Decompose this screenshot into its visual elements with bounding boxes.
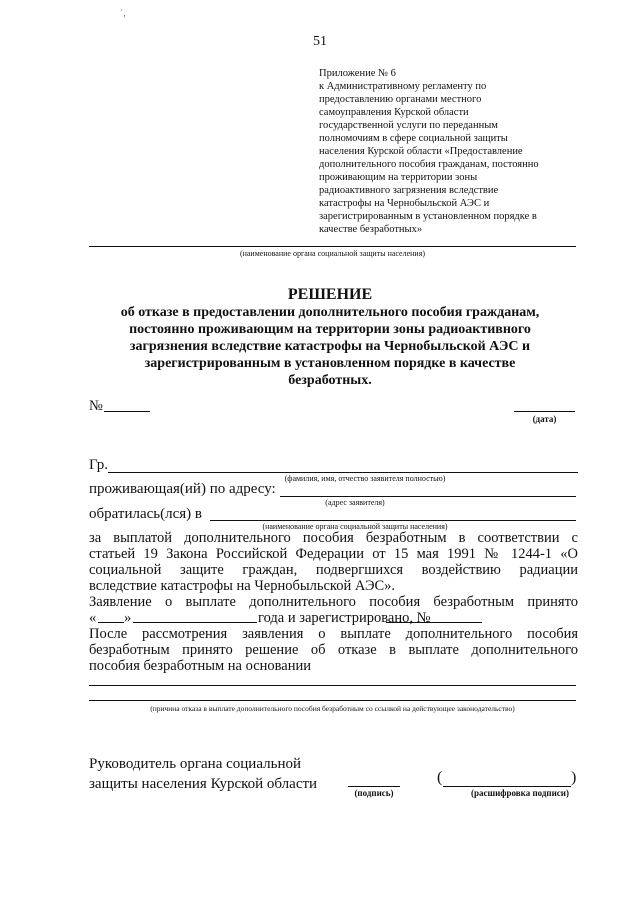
address-label: проживающая(ий) по адресу: — [89, 481, 276, 497]
appendix-line: качестве безработных» — [319, 224, 423, 235]
decision-heading — [95, 286, 565, 389]
address-field[interactable] — [280, 496, 576, 497]
citizen-label: Гр. — [89, 457, 108, 473]
decode-open-paren: ( — [437, 769, 443, 786]
decision-title: РЕШЕНИЕ — [287, 286, 373, 303]
appendix-line: к Административному регламенту по — [319, 81, 487, 92]
date-field[interactable] — [514, 411, 575, 412]
paragraph-line: пособия безработным на основании — [89, 658, 312, 674]
signatory-line: Руководитель органа социальной — [89, 756, 301, 772]
decision-subtitle-line: постоянно проживающим на территории зоны радиоактивного — [129, 322, 531, 337]
appendix-line: катастрофы на Чернобыльской АЭС и — [319, 198, 490, 209]
date-caption: (дата) — [532, 414, 557, 424]
paragraph-line: После рассмотрения заявления о выплате дополнительного пособия — [89, 626, 578, 642]
signature-decode-field[interactable] — [443, 786, 571, 787]
applied-label: обратилась(лся) в — [89, 506, 202, 522]
citizen-name-field[interactable] — [108, 472, 578, 473]
decision-subtitle-line: загрязнения вследствие катастрофы на Чернобыльской АЭС и — [129, 339, 531, 354]
decision-subtitle-line: безработных. — [288, 373, 372, 388]
appendix-line: дополнительного пособия гражданам, постоянно — [319, 159, 539, 170]
appendix-line: государственной услуги по переданным — [319, 120, 498, 131]
applied-organ-caption: (наименование органа социальной защиты населения) — [262, 522, 448, 531]
statement-day-field[interactable] — [98, 622, 124, 623]
signatory-title — [89, 754, 317, 794]
signature-field[interactable] — [348, 786, 400, 787]
statement-year-text: года и зарегистрировано, № — [258, 610, 431, 626]
paragraph-line: статьей 19 Закона Российской Федерации от 15 мая 1991 № 1244-1 «О — [89, 546, 578, 562]
appendix-line: населения Курской области «Предоставление — [319, 146, 523, 157]
appendix-line: радиоактивного загрязнения вследствие — [319, 185, 499, 196]
paragraph-line: социальной защите граждан, подвергшихся воздействию радиации — [89, 562, 578, 578]
address-caption: (адрес заявителя) — [325, 498, 385, 507]
reason-caption: (причина отказа в выплате дополнительного пособия безработным со ссылкой на действующее законодательство) — [150, 704, 515, 713]
appendix-line: проживающим на территории зоны — [319, 172, 478, 183]
statement-close-quote: » — [124, 610, 132, 626]
appendix-line: самоуправления Курской области — [319, 107, 469, 118]
number-field[interactable] — [104, 411, 150, 412]
appendix-title: Приложение № 6 — [319, 68, 396, 79]
reason-field-2[interactable] — [89, 700, 576, 701]
signatory-line: защиты населения Курской области — [89, 776, 318, 792]
applied-organ-field[interactable] — [210, 520, 576, 521]
reason-field-1[interactable] — [89, 685, 576, 686]
paragraph-decision — [89, 626, 578, 674]
statement-open-quote: « — [89, 610, 97, 626]
signature-decode-caption: (расшифровка подписи) — [471, 788, 569, 798]
page-number: 51 — [313, 34, 327, 49]
paragraph-line: безработным принято решение об отказе в выплате дополнительного — [89, 642, 578, 658]
paragraph-legal-basis — [89, 530, 578, 594]
paragraph-line: за выплатой дополнительного пособия безработным в соответствии с — [89, 530, 578, 546]
number-label: № — [89, 398, 103, 414]
appendix-line: зарегистрированным в установленном порядке в — [319, 211, 537, 222]
organ-name-line[interactable] — [89, 246, 576, 247]
appendix-block — [319, 67, 579, 236]
decision-subtitle-line: зарегистрированным в установленном порядке в качестве — [144, 356, 516, 371]
citizen-name-caption: (фамилия, имя, отчество заявителя полностью) — [284, 474, 446, 483]
decision-subtitle-line: об отказе в предоставлении дополнительного пособия гражданам, — [120, 305, 540, 320]
appendix-line: предоставлению органами местного — [319, 94, 482, 105]
decode-close-paren: ) — [571, 769, 577, 786]
appendix-line: полномочиям в сфере социальной защиты — [319, 133, 508, 144]
paragraph-line: вследствие катастрофы на Чернобыльской АЭС». — [89, 578, 396, 594]
statement-line: Заявление о выплате дополнительного пособия безработным принято — [89, 594, 578, 610]
signature-caption: (подпись) — [354, 788, 394, 798]
statement-month-field[interactable] — [133, 622, 257, 623]
registration-number-field[interactable] — [386, 622, 482, 623]
organ-name-caption: (наименование органа социальной защиты населения) — [239, 249, 426, 258]
pen-mark: ˊ‚ — [120, 8, 126, 18]
